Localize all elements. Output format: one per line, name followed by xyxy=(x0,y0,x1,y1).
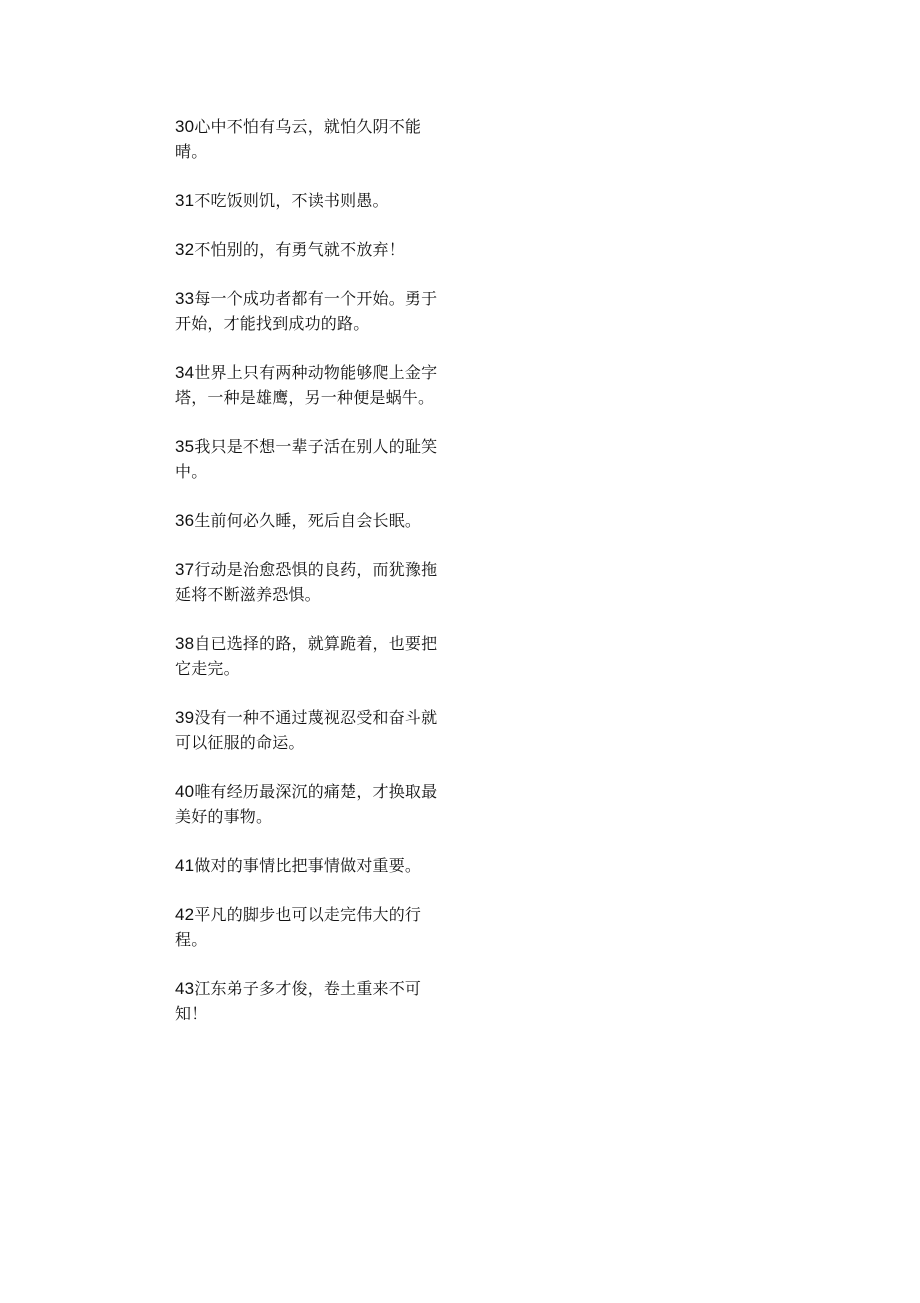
quote-number: 30 xyxy=(175,117,195,136)
quote-number: 43 xyxy=(175,979,195,998)
quote-item xyxy=(175,853,453,878)
quote-item xyxy=(175,902,453,952)
quote-item xyxy=(175,631,453,681)
quote-number: 36 xyxy=(175,511,195,530)
quote-list xyxy=(175,114,453,1050)
quote-item xyxy=(175,705,453,755)
quote-number: 34 xyxy=(175,363,195,382)
quote-number: 37 xyxy=(175,560,195,579)
quote-text: 不怕别的，有勇气就不放弃！ xyxy=(194,240,405,259)
quote-item xyxy=(175,286,453,336)
quote-number: 32 xyxy=(175,240,195,259)
quote-text: 做对的事情比把事情做对重要。 xyxy=(194,856,422,875)
quote-text: 我只是不想一辈子活在别人的耻笑中。 xyxy=(175,437,438,481)
quote-text: 世界上只有两种动物能够爬上金字塔，一种是雄鹰，另一种便是蜗牛。 xyxy=(175,363,438,407)
quote-number: 35 xyxy=(175,437,195,456)
quote-number: 42 xyxy=(175,905,195,924)
quote-number: 38 xyxy=(175,634,195,653)
quote-text: 行动是治愈恐惧的良药，而犹豫拖延将不断滋养恐惧。 xyxy=(175,560,438,604)
quote-item xyxy=(175,779,453,829)
quote-item xyxy=(175,237,453,262)
quote-item xyxy=(175,360,453,410)
quote-number: 31 xyxy=(175,191,195,210)
quote-number: 39 xyxy=(175,708,195,727)
quote-text: 唯有经历最深沉的痛楚，才换取最美好的事物。 xyxy=(175,782,438,826)
quote-text: 生前何必久睡，死后自会长眠。 xyxy=(194,511,422,530)
quote-item xyxy=(175,557,453,607)
quote-text: 江东弟子多才俊，卷土重来不可知！ xyxy=(175,979,422,1023)
quote-item xyxy=(175,434,453,484)
quote-text: 自已选择的路，就算跪着，也要把它走完。 xyxy=(175,634,438,678)
quote-text: 每一个成功者都有一个开始。勇于开始，才能找到成功的路。 xyxy=(175,289,438,333)
quote-item xyxy=(175,976,453,1026)
quote-number: 41 xyxy=(175,856,195,875)
quote-item xyxy=(175,114,453,164)
quote-text: 心中不怕有乌云，就怕久阴不能晴。 xyxy=(175,117,422,161)
quote-text: 没有一种不通过蔑视忍受和奋斗就可以征服的命运。 xyxy=(175,708,438,752)
quote-number: 40 xyxy=(175,782,195,801)
quote-item xyxy=(175,508,453,533)
quote-number: 33 xyxy=(175,289,195,308)
quote-item xyxy=(175,188,453,213)
quote-text: 不吃饭则饥，不读书则愚。 xyxy=(194,191,389,210)
quote-text: 平凡的脚步也可以走完伟大的行程。 xyxy=(175,905,422,949)
